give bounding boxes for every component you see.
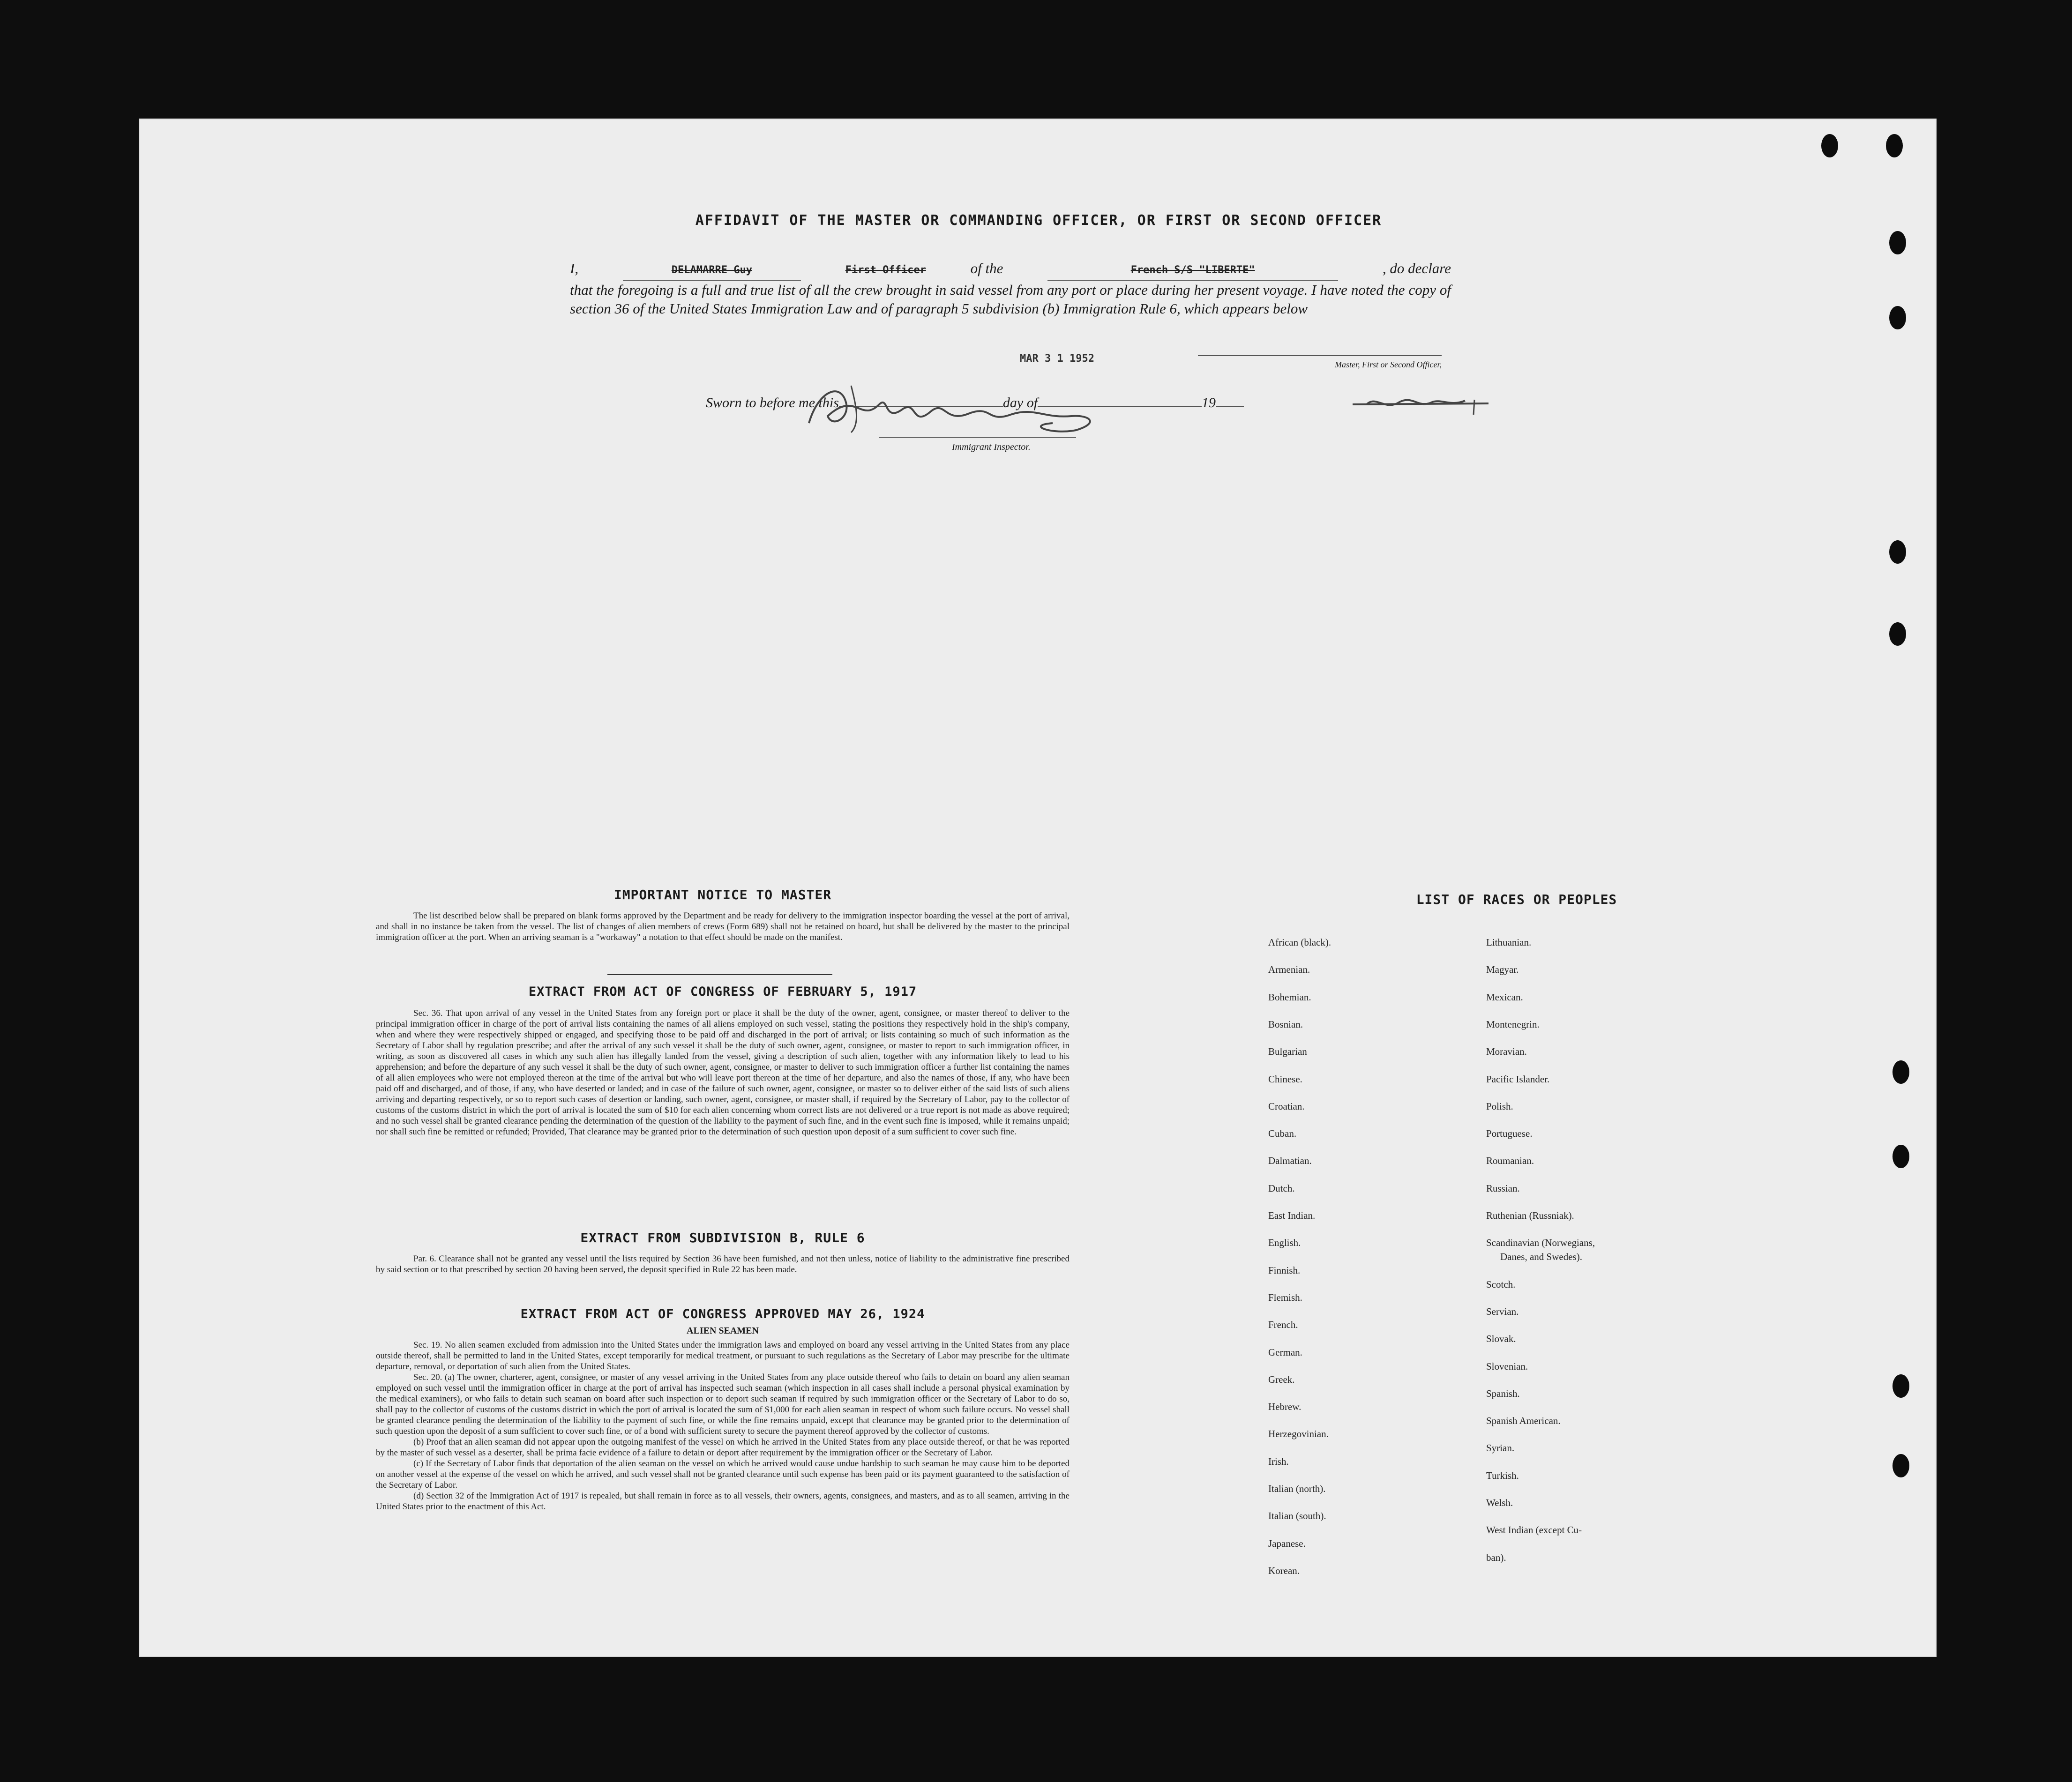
do-declare-label: , do declare [1382,260,1451,276]
race-item: Slovak. [1486,1333,1516,1345]
race-item: East Indian. [1268,1210,1316,1221]
race-item: Flemish. [1268,1291,1302,1303]
race-item: Scotch. [1486,1278,1516,1290]
race-item: Moravian. [1486,1046,1527,1058]
race-item: Russian. [1486,1182,1520,1194]
date-stamp: MAR 3 1 1952 [1020,353,1094,365]
punch-hole [1889,540,1906,564]
race-item: Irish. [1268,1455,1289,1467]
extract-rule6-text: Par. 6. Clearance shall not be granted any vessel until the lists required by Section 36 have been furnished, and not then unless, notice of liability to the administrative fine prescribed by said section or to that prescribed by section 20 having been served, the deposit specified in Rule 22 has been made. [376,1254,1070,1275]
race-item: Servian. [1486,1305,1519,1317]
race-item: Magyar. [1486,964,1519,976]
race-item: Spanish. [1486,1387,1520,1399]
punch-hole [1892,1374,1909,1398]
punch-hole [1892,1060,1909,1084]
inspector-label: Immigrant Inspector. [952,442,1031,452]
sec-20a-text: Sec. 20. (a) The owner, charterer, agent, consignee, or master of any vessel arriving in the United States from any place outside thereof who fails to detain on board any alien seaman employed on such vessel until the immigration officer in charge at the port of arrival has inspected such seaman (which inspection in all cases shall include a personal physical examination by the medical examiners), or who fails to detain such seaman on board after such inspection or to deport such seaman if required by such immigration officer or the Secretary of Labor to do so, shall pay to the collector of customs of the customs district in which the port of arrival is located the sum of $1,000 for each alien seaman in respect of whom such failure occurs. No vessel shall be granted clearance pending the determination of the liability to the payment of such fine, or while the fine remains unpaid, except that clearance may be granted prior to the determination of such question upon the deposit of a sum sufficient to cover such fine, or of a bond with sufficient surety to secure the payment thereof approved by the collector of customs. [376,1372,1070,1436]
notice-text: The list described below shall be prepared on blank forms approved by the Department and be ready for delivery to the immigration inspector boarding the vessel at the port of arrival, and shall in no instance be taken from the vessel. The list of changes of alien members of crews (Form 689) shall not be retained on board, but shall be delivered by the master to the principal immigration officer at the port. When an arriving seaman is a "workaway" a notation to that effect should be made on the manifest. [376,911,1070,942]
race-item: Danes, and Swedes). [1500,1251,1582,1263]
punch-hole [1821,134,1838,157]
race-item: ban). [1486,1551,1506,1563]
inspector-signature [790,372,1118,442]
extract-1917-text: Sec. 36. That upon arrival of any vessel in the United States from any foreign port or place it shall be the duty of the owner, agent, consignee, or master thereof to deliver to the principal immigration officer in charge of the port of arrival lists containing the names of all aliens employed on such vessel, stating the positions they respectively hold in the ship's company, when and where they were respectively shipped or engaged, and specifying those to be paid off and discharged in the port of arrival; or lists containing so much of such information as the Secretary of Labor shall by regulation prescribe; and after the arrival of any such vessel it shall be the duty of such owner, agent, consignee, or master to report to such immigration officer, in writing, as soon as discovered all cases in which any such alien has illegally landed from the vessel, giving a description of such alien, together with any information likely to lead to his apprehension; and before the departure of any such vessel it shall be the duty of such owner, agent, consignee, or master to deliver to such immigration officer a further list containing the names of all alien employees who were not employed thereon at the time of the arrival but who will leave port thereon at the time of her departure, and also the names of those, if any, who have been paid off and discharged, and of those, if any, who have deserted or landed; and in case of the failure of such owner, agent, consignee, or master so to deliver either of the said lists of such aliens arriving and departing respectively, or so to report such cases of desertion or landing, such owner, agent, consignee, or master shall, if required by the Secretary of Labor, pay to the collector of customs of the customs district in which the port of arrival is located the sum of $10 for each alien concerning whom correct lists are not delivered or a true report is not made as above required; and no such vessel shall be granted clearance pending the determination of the question of the liability to the payment of such fine, and in the event such fine is imposed, while it remains unpaid; nor shall such fine be remitted or refunded; Provided, That clearance may be granted prior to the determination of such question upon deposit of a sum sufficient to cover such fine. [376,1008,1070,1137]
race-item: Ruthenian (Russniak). [1486,1210,1574,1221]
sec-20b-text: (b) Proof that an alien seaman did not appear upon the outgoing manifest of the vessel on which he arrived in the United States from any place outside thereof, or that he was reported by the master of such vessel as a deserter, shall be prima facie evidence of a failure to detain or deport after requirement by the immigration officer or the Secretary of Labor. [376,1437,1070,1458]
race-item: Spanish American. [1486,1415,1561,1427]
sec-19-text: Sec. 19. No alien seamen excluded from admission into the United States under the immigration laws and employed on board any vessel arriving in the United States from any place outside thereof, shall be permitted to land in the United States, except temporarily for medical treatment, or pursuant to such regulations as the Secretary of Labor may prescribe for the ultimate departure, removal, or deportation of such alien from the United States. [376,1340,1070,1372]
officer-name-field [623,259,801,281]
race-item: Dutch. [1268,1182,1295,1194]
race-item: Montenegrin. [1486,1018,1540,1030]
punch-hole [1886,134,1903,157]
race-item: Polish. [1486,1100,1513,1112]
race-item: French. [1268,1319,1298,1331]
race-item: Scandinavian (Norwegians, [1486,1237,1595,1249]
race-item: Mexican. [1486,991,1523,1003]
race-item: Italian (south). [1268,1510,1326,1522]
races-title: LIST OF RACES OR PEOPLES [1416,892,1617,907]
race-item: Welsh. [1486,1497,1513,1508]
inspector-signature-line [879,437,1076,438]
race-item: Japanese. [1268,1537,1306,1549]
race-item: Croatian. [1268,1100,1305,1112]
race-item: Dalmatian. [1268,1155,1312,1167]
affidavit-title: AFFIDAVIT OF THE MASTER OR COMMANDING OFFICER, OR FIRST OR SECOND OFFICER [695,212,1382,229]
race-item: Hebrew. [1268,1401,1302,1413]
punch-hole [1892,1454,1909,1477]
declaration-line [570,259,1451,281]
race-item: English. [1268,1237,1301,1249]
affidavit-declaration [570,259,1451,318]
extract-1924-title: EXTRACT FROM ACT OF CONGRESS APPROVED MAY 26, 1924 [520,1307,925,1321]
extract-1917-title: EXTRACT FROM ACT OF CONGRESS OF FEBRUARY 5, 1917 [528,984,917,999]
sec-20d-text: (d) Section 32 of the Immigration Act of 1917 is repealed, but shall remain in force as to all vessels, their owners, agents, consignees, and masters, and as to all seamen, arriving in the United States prior to the enactment of this Act. [376,1491,1070,1512]
day-of-label: day of [1002,395,1038,410]
alien-seamen-subtitle: ALIEN SEAMEN [687,1326,759,1336]
race-item: Bulgarian [1268,1046,1307,1058]
race-item: Turkish. [1486,1469,1519,1481]
race-item: German. [1268,1346,1302,1358]
master-signature-label: Master, First or Second Officer, [1335,360,1442,369]
master-signature-line [1198,355,1442,356]
race-item: African (black). [1268,937,1331,948]
race-item: Armenian. [1268,964,1310,976]
race-item: Cuban. [1268,1128,1297,1140]
year-prefix: 19 [1202,395,1216,410]
race-item: Greek. [1268,1373,1295,1385]
race-item: Bohemian. [1268,991,1311,1003]
punch-hole [1889,622,1906,646]
notice-title: IMPORTANT NOTICE TO MASTER [613,887,832,902]
race-item: Lithuanian. [1486,937,1532,948]
officer-rank: First Officer [845,264,926,276]
of-the-label: of the [970,260,1003,276]
vessel-field [1047,259,1338,281]
race-item: Chinese. [1268,1073,1302,1085]
race-item: Bosnian. [1268,1018,1303,1030]
officer-name: DELAMARRE Guy [671,264,752,276]
extract-1924-body [376,1340,1070,1512]
punch-hole [1889,231,1906,254]
sec-20c-text: (c) If the Secretary of Labor finds that deportation of the alien seaman on the vessel on which he arrived would cause undue hardship to such seaman he may cause him to be deported on another vessel at the expense of the vessel on which he arrived, and such vessel shall not be granted clearance until such expense has been paid or its payment guaranteed to the satisfaction of the Secretary of Labor. [376,1459,1070,1490]
vessel-name: French S/S "LIBERTE" [1130,264,1255,276]
race-item: Korean. [1268,1565,1300,1576]
officer-signature [1348,386,1489,418]
race-item: Pacific Islander. [1486,1073,1550,1085]
notice-divider [607,974,832,975]
race-item: Finnish. [1268,1264,1301,1276]
race-item: West Indian (except Cu- [1486,1524,1582,1536]
race-item: Roumanian. [1486,1155,1534,1167]
race-item: Slovenian. [1486,1360,1528,1372]
pronoun-label: I, [570,260,579,276]
punch-hole [1889,306,1906,329]
declaration-body: that the foregoing is a full and true list of all the crew brought in said vessel from any port or place during her present voyage. I have noted the copy of section 36 of the United States Immigration Law and of paragraph 5 subdivision (b) Immigration Rule 6, which appears below [570,282,1451,317]
extract-rule6-title: EXTRACT FROM SUBDIVISION B, RULE 6 [580,1230,865,1245]
document-page [139,119,1937,1657]
race-item: Syrian. [1486,1442,1515,1454]
punch-hole [1892,1145,1909,1168]
race-item: Herzegovinian. [1268,1428,1329,1440]
race-item: Italian (north). [1268,1483,1326,1494]
sworn-text: Sworn to before me this [706,395,839,410]
race-item: Portuguese. [1486,1128,1533,1140]
